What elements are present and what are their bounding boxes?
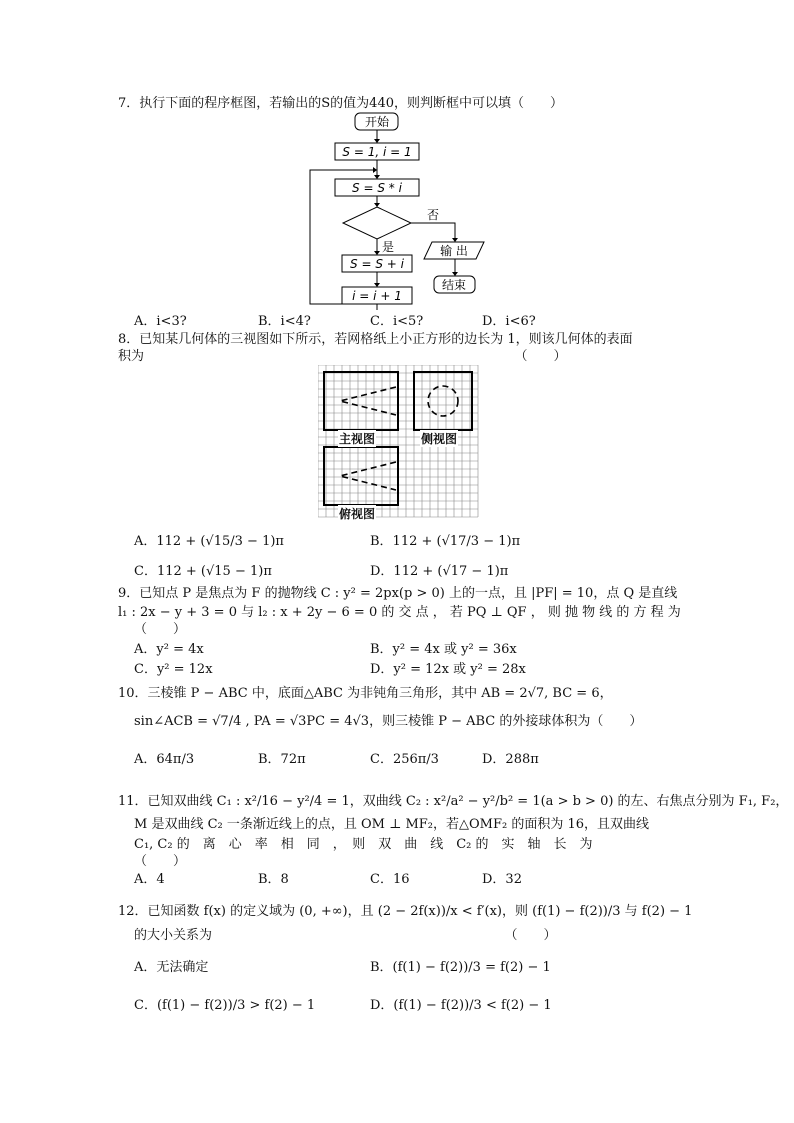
q12-line1: 12．已知函数 f(x) 的定义域为 (0, +∞)，且 (2 − 2f(x))/x < f′(x)，则 (f(1) − f(2))/3 与 f(2) − 1 <box>118 904 693 919</box>
q11-option-a: A．4 <box>134 872 165 887</box>
q11-line1: 11．已知双曲线 C₁ : x²/16 − y²/4 = 1，双曲线 C₂ : x²/a² − y²/b² = 1(a > b > 0) 的左、右焦点分别为 F₁, F₂， <box>118 794 789 809</box>
flow-add-text: S = S + i <box>350 257 404 271</box>
q8-stem-line1: 8．已知某几何体的三视图如下所示，若网格纸上小正方形的边长为 1，则该几何体的表面 <box>118 332 633 347</box>
top-view-rect <box>324 447 398 505</box>
q12-option-d: D．(f(1) − f(2))/3 < f(2) − 1 <box>370 998 552 1013</box>
q7-option-d: D．i<6? <box>482 314 536 329</box>
q10-option-b: B．72π <box>258 752 306 767</box>
q9-line2: l₁ : 2x − y + 3 = 0 与 l₂ : x + 2y − 6 = 0 的 交 点 ， 若 PQ ⊥ QF ， 则 抛 物 线 的 方 程 为 <box>118 605 681 620</box>
flow-no-line <box>411 223 455 242</box>
q7-option-b: B．i<4? <box>258 314 311 329</box>
q8-stem-line2: 积为 （ ） <box>118 349 567 364</box>
q8-option-a: A．112 + (√15/3 − 1)π <box>134 534 284 549</box>
q9-line3: （ ） <box>134 622 187 637</box>
q11-option-b: B．8 <box>258 872 289 887</box>
flow-output-text: 输 出 <box>440 244 468 258</box>
q10-line2: sin∠ACB = √7/4 , PA = √3PC = 4√3，则三棱锥 P − ABC 的外接球体积为（ ） <box>134 714 643 729</box>
q7-option-c: C．i<5? <box>370 314 424 329</box>
q7-stem: 7．执行下面的程序框图，若输出的S的值为440，则判断框中可以填（ ） <box>118 96 563 111</box>
top-view-label: 俯视图 <box>339 507 376 521</box>
q12-option-b: B．(f(1) − f(2))/3 = f(2) − 1 <box>370 960 551 975</box>
q12-option-c: C．(f(1) − f(2))/3 > f(2) − 1 <box>134 998 316 1013</box>
side-view-label: 侧视图 <box>421 432 458 446</box>
front-view-label: 主视图 <box>339 432 376 446</box>
flow-decision <box>343 207 411 239</box>
q11-option-c: C．16 <box>370 872 410 887</box>
q11-line2: M 是双曲线 C₂ 一条渐近线上的点，且 OM ⊥ MF₂，若△OMF₂ 的面积为 16，且双曲线 <box>134 817 650 832</box>
q8-option-c: C．112 + (√15 − 1)π <box>134 564 272 579</box>
q9-option-b: B．y² = 4x 或 y² = 36x <box>370 642 517 657</box>
q9-option-c: C．y² = 12x <box>134 662 213 677</box>
q7-flowchart <box>300 110 500 310</box>
q9-option-d: D．y² = 12x 或 y² = 28x <box>370 662 526 677</box>
q12-line2: 的大小关系为 （ ） <box>134 928 557 943</box>
q9-option-a: A．y² = 4x <box>134 642 204 657</box>
q11-line4: （ ） <box>134 854 187 869</box>
q8-option-d: D．112 + (√17 − 1)π <box>370 564 509 579</box>
q11-option-d: D．32 <box>482 872 522 887</box>
q12-option-a: A．无法确定 <box>134 960 209 975</box>
q10-option-c: C．256π/3 <box>370 752 439 767</box>
q7-option-a: A．i<3? <box>134 314 187 329</box>
flow-yes-text: 是 <box>381 240 395 254</box>
q10-option-a: A．64π/3 <box>134 752 195 767</box>
q9-line1: 9．已知点 P 是焦点为 F 的抛物线 C : y² = 2px(p > 0) 上的一点，且 |PF| = 10，点 Q 是直线 <box>118 586 678 601</box>
flow-mult-text: S = S * i <box>352 181 402 195</box>
q11-line3: C₁, C₂ 的 离 心 率 相 同 ， 则 双 曲 线 C₂ 的 实 轴 长 为 <box>134 837 593 852</box>
flow-init-text: S = 1, i = 1 <box>342 145 412 159</box>
flow-end-text: 结束 <box>441 278 467 292</box>
flow-start-text: 开始 <box>364 115 390 129</box>
flow-no-text: 否 <box>426 208 440 222</box>
q10-line1: 10．三棱锥 P − ABC 中，底面△ABC 为非钝角三角形，其中 AB = 2√7, BC = 6， <box>118 686 613 701</box>
q10-option-d: D．288π <box>482 752 539 767</box>
flow-inc-text: i = i + 1 <box>352 289 402 303</box>
q8-option-b: B．112 + (√17/3 − 1)π <box>370 534 521 549</box>
